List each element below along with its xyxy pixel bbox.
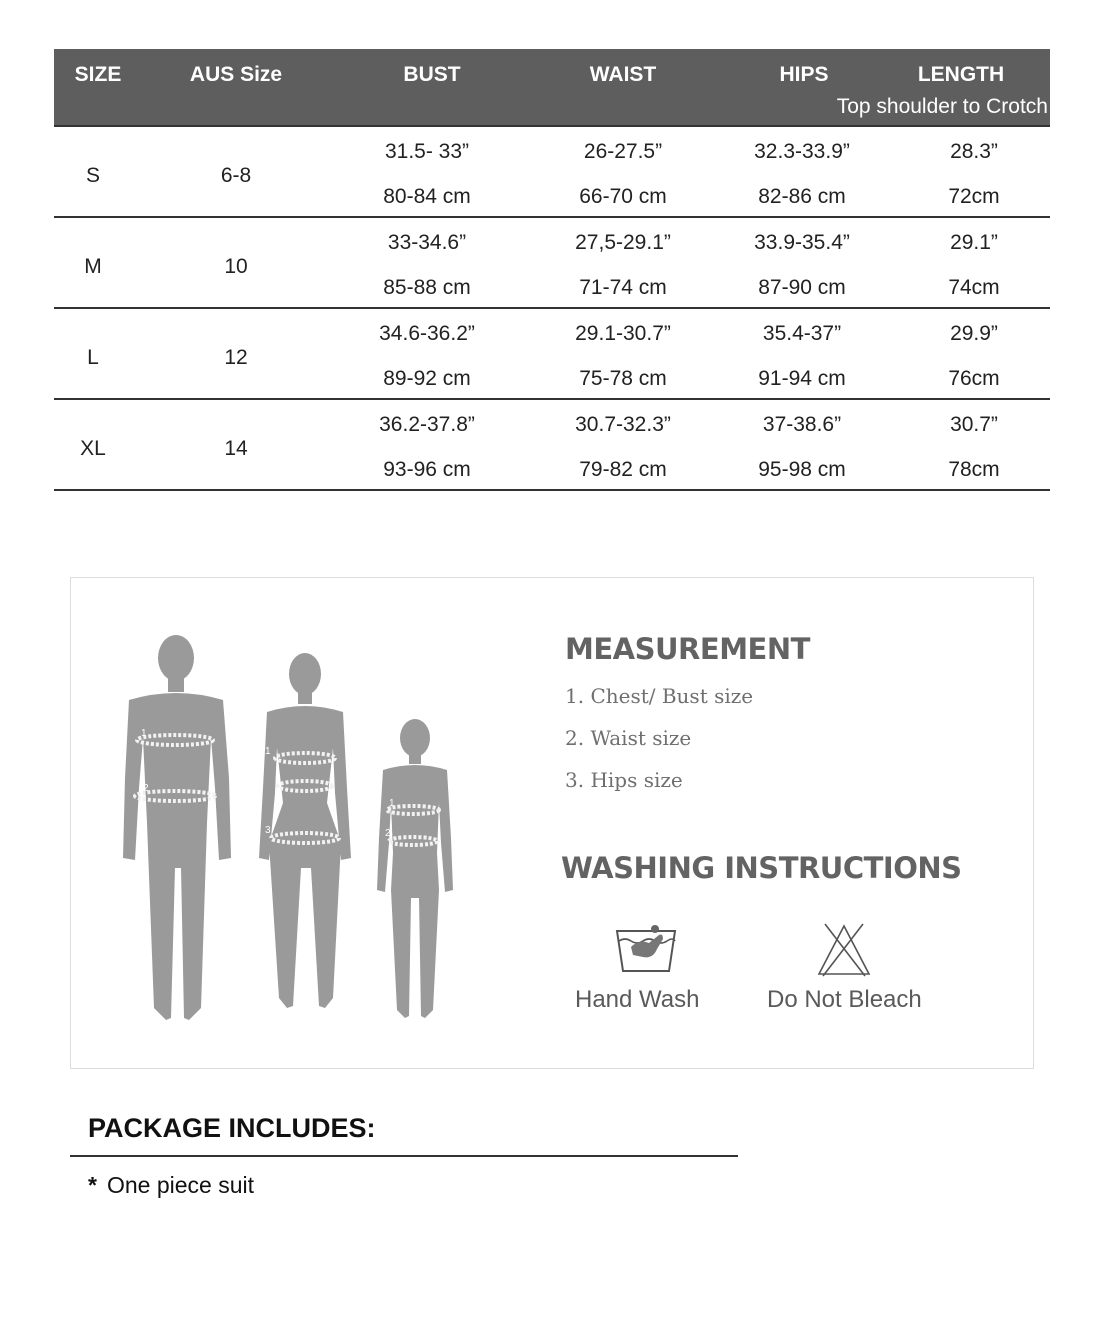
cell-waist-cm: 71-74 cm bbox=[579, 276, 667, 299]
table-row bbox=[54, 400, 1050, 491]
cell-waist-in: 27,5-29.1” bbox=[575, 231, 671, 254]
cell-length-in: 28.3” bbox=[950, 140, 998, 163]
cell-aus: 6-8 bbox=[220, 164, 252, 187]
cell-bust-in: 31.5- 33” bbox=[384, 140, 470, 163]
cell-waist-in: 29.1-30.7” bbox=[575, 322, 671, 345]
cell-hips-cm: 82-86 cm bbox=[758, 185, 846, 208]
cell-waist-cm: 79-82 cm bbox=[579, 458, 667, 481]
table-header bbox=[54, 49, 1050, 127]
no-bleach-icon bbox=[815, 922, 873, 978]
cell-bust-cm: 80-84 cm bbox=[383, 185, 471, 208]
cell-hips-cm: 91-94 cm bbox=[758, 367, 846, 390]
header-length: LENGTH bbox=[917, 63, 1005, 86]
svg-text:1: 1 bbox=[141, 728, 147, 739]
hand-wash-icon bbox=[613, 921, 679, 975]
measurement-title: MEASUREMENT bbox=[565, 632, 810, 666]
cell-hips-in: 32.3-33.9” bbox=[754, 140, 850, 163]
cell-size: XL bbox=[80, 437, 106, 460]
svg-text:3: 3 bbox=[265, 825, 271, 836]
cell-length-cm: 78cm bbox=[948, 458, 1000, 481]
table-row bbox=[54, 127, 1050, 218]
measurement-item-hips: 3. Hips size bbox=[565, 768, 683, 792]
cell-length-cm: 76cm bbox=[948, 367, 1000, 390]
svg-text:2: 2 bbox=[385, 828, 391, 839]
svg-text:2: 2 bbox=[275, 775, 281, 786]
cell-length-cm: 74cm bbox=[948, 276, 1000, 299]
measurement-item-bust: 1. Chest/ Bust size bbox=[565, 684, 754, 708]
cell-bust-in: 33-34.6” bbox=[387, 231, 467, 254]
bullet-star: * bbox=[88, 1172, 97, 1198]
cell-hips-cm: 87-90 cm bbox=[758, 276, 846, 299]
cell-aus: 12 bbox=[224, 346, 248, 369]
body-measurement-figures bbox=[89, 628, 469, 1038]
cell-hips-in: 35.4-37” bbox=[762, 322, 842, 345]
cell-bust-in: 34.6-36.2” bbox=[379, 322, 475, 345]
svg-text:1: 1 bbox=[265, 746, 271, 757]
header-aus-size: AUS Size bbox=[189, 63, 283, 86]
header-length-note: Top shoulder to Crotch bbox=[836, 95, 1048, 118]
package-item bbox=[88, 1172, 254, 1199]
hand-wash-label: Hand Wash bbox=[575, 986, 700, 1013]
cell-length-in: 29.9” bbox=[950, 322, 998, 345]
cell-bust-cm: 93-96 cm bbox=[383, 458, 471, 481]
washing-title: WASHING INSTRUCTIONS bbox=[561, 851, 962, 885]
measurement-panel bbox=[70, 577, 1034, 1069]
cell-waist-cm: 75-78 cm bbox=[579, 367, 667, 390]
size-chart-table bbox=[54, 49, 1050, 491]
woman-figure bbox=[259, 653, 351, 1008]
table-row bbox=[54, 309, 1050, 400]
no-bleach-label: Do Not Bleach bbox=[767, 986, 922, 1013]
cell-aus: 10 bbox=[224, 255, 248, 278]
cell-waist-in: 30.7-32.3” bbox=[575, 413, 671, 436]
cell-hips-cm: 95-98 cm bbox=[758, 458, 846, 481]
cell-waist-in: 26-27.5” bbox=[583, 140, 663, 163]
package-divider bbox=[70, 1155, 738, 1157]
man-figure bbox=[123, 635, 231, 1020]
cell-size: S bbox=[85, 164, 101, 187]
measurement-item-waist: 2. Waist size bbox=[565, 726, 692, 750]
cell-size: L bbox=[87, 346, 99, 369]
cell-length-in: 29.1” bbox=[950, 231, 998, 254]
child-figure bbox=[377, 719, 453, 1018]
table-row bbox=[54, 218, 1050, 309]
header-hips: HIPS bbox=[779, 63, 829, 86]
header-waist: WAIST bbox=[589, 63, 657, 86]
cell-length-in: 30.7” bbox=[950, 413, 998, 436]
cell-hips-in: 37-38.6” bbox=[762, 413, 842, 436]
cell-size: M bbox=[84, 255, 102, 278]
cell-bust-in: 36.2-37.8” bbox=[379, 413, 475, 436]
header-bust: BUST bbox=[403, 63, 461, 86]
cell-length-cm: 72cm bbox=[948, 185, 1000, 208]
cell-bust-cm: 85-88 cm bbox=[383, 276, 471, 299]
svg-text:1: 1 bbox=[389, 798, 395, 809]
cell-waist-cm: 66-70 cm bbox=[579, 185, 667, 208]
cell-bust-cm: 89-92 cm bbox=[383, 367, 471, 390]
svg-text:2: 2 bbox=[143, 783, 149, 794]
package-item-text: One piece suit bbox=[106, 1172, 254, 1198]
header-size: SIZE bbox=[74, 63, 122, 86]
cell-hips-in: 33.9-35.4” bbox=[754, 231, 850, 254]
cell-aus: 14 bbox=[224, 437, 248, 460]
package-title: PACKAGE INCLUDES: bbox=[88, 1113, 376, 1143]
